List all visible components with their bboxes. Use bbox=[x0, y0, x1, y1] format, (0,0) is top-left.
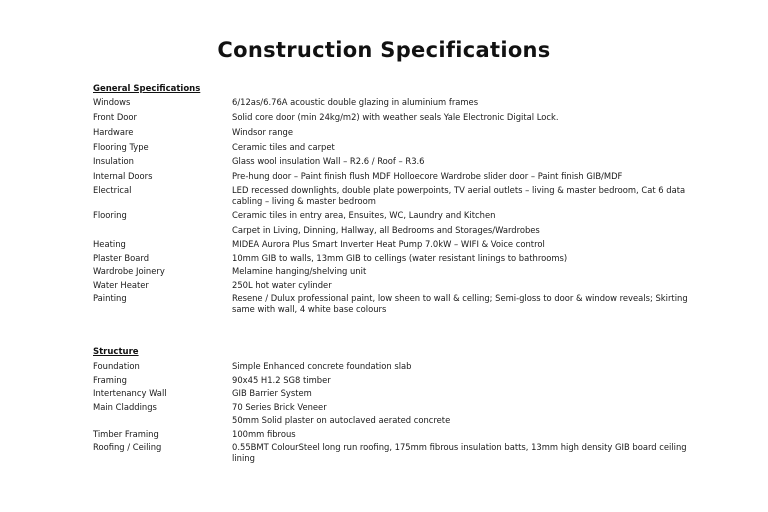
spec-label: Plaster Board bbox=[93, 252, 150, 263]
spec-label: Hardware bbox=[93, 127, 134, 137]
general-specifications-table bbox=[93, 97, 693, 314]
spec-value: 70 Series Brick Veneer bbox=[232, 401, 327, 412]
spec-label: Flooring Type bbox=[93, 141, 149, 152]
spec-row bbox=[93, 127, 693, 138]
spec-value: Carpet in Living, Dinning, Hallway, all Bedrooms and Storages/Wardrobes bbox=[232, 224, 540, 235]
spec-row bbox=[93, 185, 693, 206]
spec-value: MIDEA Aurora Plus Smart Inverter Heat Pump 7.0kW – WIFI & Voice control bbox=[232, 239, 545, 249]
spec-label: Flooring bbox=[93, 210, 127, 220]
spec-value: Melamine hanging/shelving unit bbox=[232, 266, 367, 276]
structure-heading: Structure bbox=[93, 347, 139, 357]
spec-label: Timber Framing bbox=[93, 428, 159, 439]
structure-table bbox=[93, 361, 693, 463]
spec-row bbox=[93, 361, 693, 372]
spec-row bbox=[93, 442, 693, 463]
spec-row bbox=[93, 210, 693, 221]
spec-label: Wardrobe Joinery bbox=[93, 266, 165, 276]
spec-row bbox=[93, 253, 693, 264]
document-title: Construction Specifications bbox=[217, 38, 551, 62]
spec-value: GIB Barrier System bbox=[232, 388, 312, 398]
spec-label: Foundation bbox=[93, 361, 140, 371]
spec-value: Solid core door (min 24kg/m2) with weather seals Yale Electronic Digital Lock. bbox=[232, 111, 559, 122]
spec-value: 10mm GIB to walls, 13mm GIB to cellings (water resistant linings to bathrooms) bbox=[232, 252, 568, 263]
spec-row bbox=[93, 280, 693, 291]
spec-value: 50mm Solid plaster on autoclaved aerated concrete bbox=[232, 415, 451, 425]
spec-value: Ceramic tiles in entry area, Ensuites, WC, Laundry and Kitchen bbox=[232, 210, 496, 220]
spec-value: Glass wool insulation Wall – R2.6 / Roof – R3.6 bbox=[232, 156, 425, 166]
spec-value: Ceramic tiles and carpet bbox=[232, 141, 335, 152]
spec-value: 90x45 H1.2 SG8 timber bbox=[232, 374, 331, 385]
spec-value: 250L hot water cylinder bbox=[232, 279, 332, 290]
spec-row bbox=[93, 415, 693, 426]
spec-value: Pre-hung door – Paint finish flush MDF Holloecore Wardrobe slider door – Paint finish GIB/MDF bbox=[232, 170, 623, 181]
spec-label: Windows bbox=[93, 97, 131, 107]
spec-row bbox=[93, 97, 693, 108]
spec-value: 6/12as/6.76A acoustic double glazing in aluminium frames bbox=[232, 97, 479, 107]
spec-row bbox=[93, 142, 693, 153]
spec-row bbox=[93, 429, 693, 440]
spec-row bbox=[93, 402, 693, 413]
spec-row bbox=[93, 293, 693, 314]
spec-label: Internal Doors bbox=[93, 170, 153, 181]
spec-row bbox=[93, 239, 693, 250]
spec-label: Intertenancy Wall bbox=[93, 388, 167, 398]
spec-label: Painting bbox=[93, 293, 127, 303]
spec-label: Front Door bbox=[93, 111, 137, 122]
spec-value: Windsor range bbox=[232, 127, 293, 137]
spec-value: Simple Enhanced concrete foundation slab bbox=[232, 361, 412, 371]
spec-label bbox=[93, 225, 232, 236]
spec-label: Framing bbox=[93, 374, 127, 385]
spec-row bbox=[93, 171, 693, 182]
general-specifications-heading: General Specifications bbox=[93, 84, 201, 94]
spec-row bbox=[93, 156, 693, 167]
spec-label: Insulation bbox=[93, 156, 134, 166]
spec-value: 100mm fibrous bbox=[232, 428, 296, 439]
spec-row bbox=[93, 225, 693, 236]
spec-label: Roofing / Ceiling bbox=[93, 442, 162, 452]
spec-value: Resene / Dulux professional paint, low sheen to wall & celling; Semi-gloss to door & window reveals; Skirting same with wall, 4 white base colours bbox=[232, 293, 688, 314]
spec-row bbox=[93, 112, 693, 123]
spec-label: Heating bbox=[93, 239, 126, 249]
spec-row bbox=[93, 388, 693, 399]
spec-value: 0.55BMT ColourSteel long run roofing, 175mm fibrous insulation batts, 13mm high density GIB board ceiling lining bbox=[232, 442, 687, 463]
spec-label bbox=[93, 415, 232, 426]
spec-label: Water Heater bbox=[93, 279, 149, 290]
spec-label: Electrical bbox=[93, 185, 132, 195]
spec-row bbox=[93, 375, 693, 386]
spec-value: LED recessed downlights, double plate powerpoints, TV aerial outlets – living & master bedroom, Cat 6 data cabling – living & master bedroom bbox=[232, 185, 686, 206]
spec-label: Main Claddings bbox=[93, 401, 157, 412]
spec-row bbox=[93, 266, 693, 277]
